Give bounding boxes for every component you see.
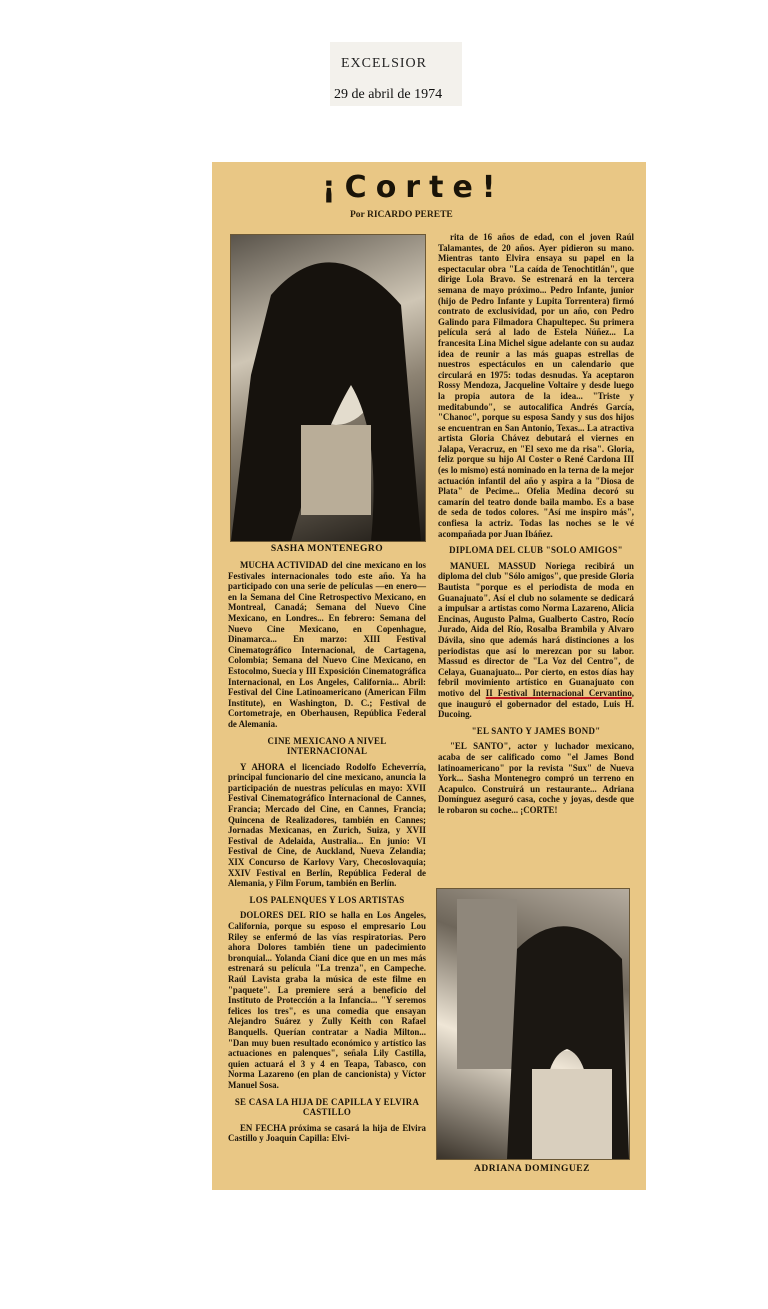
paragraph: "EL SANTO", actor y luchador mexicano, acaba de ser calificado como "el James Bond latinoamericano" por la revista "Sux" de Nueva York... Sasha Montenegro compró un terreno en Acapulco. Construirá un restaurante... Adriana Domínguez aseguró casa, coche y joyas, desde que le robaron su coche... ¡CORTE! (438, 741, 634, 815)
article-right-column (438, 232, 634, 819)
underlined-festival-name: II Festival Internacional Cervantino (485, 687, 632, 698)
section-heading: "EL SANTO Y JAMES BOND" (471, 725, 601, 736)
section-heading: SE CASA LA HIJA DE CAPILLA Y ELVIRA CASTILLO (234, 1096, 420, 1118)
archive-newspaper-name: EXCELSIOR (341, 56, 427, 71)
section-heading: DIPLOMA DEL CLUB "SOLO AMIGOS" (449, 545, 623, 556)
caption-adriana: ADRIANA DOMINGUEZ (474, 1164, 590, 1174)
archive-date: 29 de abril de 1974 (334, 87, 443, 102)
section-heading: CINE MEXICANO A NIVEL INTERNACIONAL (267, 735, 387, 757)
section-heading: LOS PALENQUES Y LOS ARTISTAS (249, 894, 405, 905)
paragraph: DOLORES DEL RIO se halla en Los Angeles, California, porque su esposo el empresario Lou Riley se enfermó de las vías respiratorias. Pero ahora Dolores también tiene un padecimiento bronquial... Yolanda Ciani dice que en un mes más estrenará su película "La trenza", en Campeche. Raúl Lavista graba la música de este filme en "paquete". La premiere será a beneficio del Instituto de Protección a la Infancia... "Y seremos felices los tres", es una comedia que ensayan Alejandro Suárez y Zully Keith con Rafael Banquells. Querían contratar a Nadia Milton... "Dan muy buen resultado económico y artístico las actuaciones en palenques", señala Lily Castilla, quien actuará el 3 y 4 en Teapa, Tabasco, con Norma Lazareno (en plan de cancionista) y Víctor Manuel Sosa. (228, 910, 426, 1090)
article-headline: ¡Corte! (322, 170, 505, 205)
paragraph: Y AHORA el licenciado Rodolfo Echeverría, principal funcionario del cine mexicano, anuncia la participación de nuestras películas en mayo: XVII Festival Cinematográfico Internacional de Cannes, Francia; Mercado del Cine, en Cannes, Francia; Quincena de Realizadores, también en Cannes; Jornadas Mexicanas, en Zurich, Suiza, y XVII Festival de Adelaida, Australia... En junio: VI Festival de Cine, de Auckland, Nueva Zelandia; XIX Concurso de Karlovy Vary, Checoslovaquia; XXIV Festival en Berlín, República Federal de Alemania, y Film Forum, también en Berlín. (228, 761, 426, 889)
photo-adriana-dominguez (436, 888, 630, 1160)
photo-sasha-montenegro (230, 234, 426, 542)
paragraph: MANUEL MASSUD Noriega recibirá un diploma del club "Sólo amigos", que preside Gloria Bautista "porque es el periodista de moda en Guanajuato". Así el club no solamente se dedicará a impulsar a artistas como Norma Lazareno, Alicia Encinas, Augusto Palma, Gualberto Castro, Rocío Jurado, Aida del Río, Rosalba Brambila y Alvaro Dávila, sino que además hará distinciones a los periodistas que así lo merezcan por su labor. Massud es director de "La Voz del Centro", de Celaya, Guanajuato... Por cierto, en estos días hay febril movimiento artístico en Guanajuato con motivo del II Festival Internacional Cervantino, que inauguró el gobernador del estado, Luis H. Ducoing. (438, 560, 635, 720)
newspaper-clipping (212, 162, 646, 1190)
article-left-column (228, 560, 426, 1148)
caption-sasha: SASHA MONTENEGRO (270, 544, 384, 554)
paragraph: rita de 16 años de edad, con el joven Raúl Talamantes, de 20 años. Ayer pidieron su mano. Mientras tanto Elvira ensaya su papel en la espectacular obra "La caída de Tenochtitlán", que dirige Lola Bravo. Se estrenará en la tercera semana de mayo próximo... Pedro Infante, junior (hijo de Pedro Infante y Lupita Torrentera) firmó contrato de exclusividad, por un año, con Pedro Galindo para Filmadora Chapultepec. Su primera película será al lado de Estela Núñez... La francesita Lina Michel sigue adelante con su audaz idea de reunir a las más guapas estrellas de nuestros espectáculos en un calendario que circulará en 1975: todas desnudas. Ya aceptaron Rossy Mendoza, Jacqueline Voltaire y desde luego la propia autora de la idea... "Triste y meditabundo", se autocalifica Andrés García, "Chanoc", porque su esposa Sandy y sus dos hijos se encuentran en San Antonio, Texas... La atractiva artista Gloria Chávez debutará el viernes en Jalapa, Veracruz, en "El sexo me da risa". Gloria, feliz porque su hijo Al Coster o René Cardona III (es lo mismo) está nominado en la terna de la mejor actuación infantil del año y aspira a la "Diosa de Plata" de Pecime... Ofelia Medina decoró su camarín del teatro donde baila mambo. Es a base de seda de todos colores. "Así me inspiro más", confiesa la actriz. Todas las noches se le vé acompañada por Juan Ibáñez. (438, 232, 634, 539)
article-byline: Por RICARDO PERETE (350, 210, 453, 220)
paragraph: EN FECHA próxima se casará la hija de Elvira Castillo y Joaquín Capilla: Elvi- (228, 1122, 426, 1144)
paragraph: MUCHA ACTIVIDAD del cine mexicano en los Festivales internacionales todo este año. Ya ha participado con una serie de películas —en enero— en la Semana del Cine Retrospectivo Mexicano, en Montreal, Canadá; Semana del Nuevo Cine Mexicano, en Londres... En febrero: Semana del Nuevo Cine Mexicano, en Copenhague, Dinamarca... En marzo: XIII Festival Cinematográfico Internacional, de Cartagena, Colombia; Semana del Nuevo Cine Mexicano, en Estocolmo, Suecia y III Exposición Cinematográfica Internacional, en Los Angeles, California... Abril: Festival del Cine Latinoamericano (American Film Institute), en Washington, D. C.; Festival de Cortometraje, en Oberhausen, República Federal de Alemania. (228, 560, 426, 729)
